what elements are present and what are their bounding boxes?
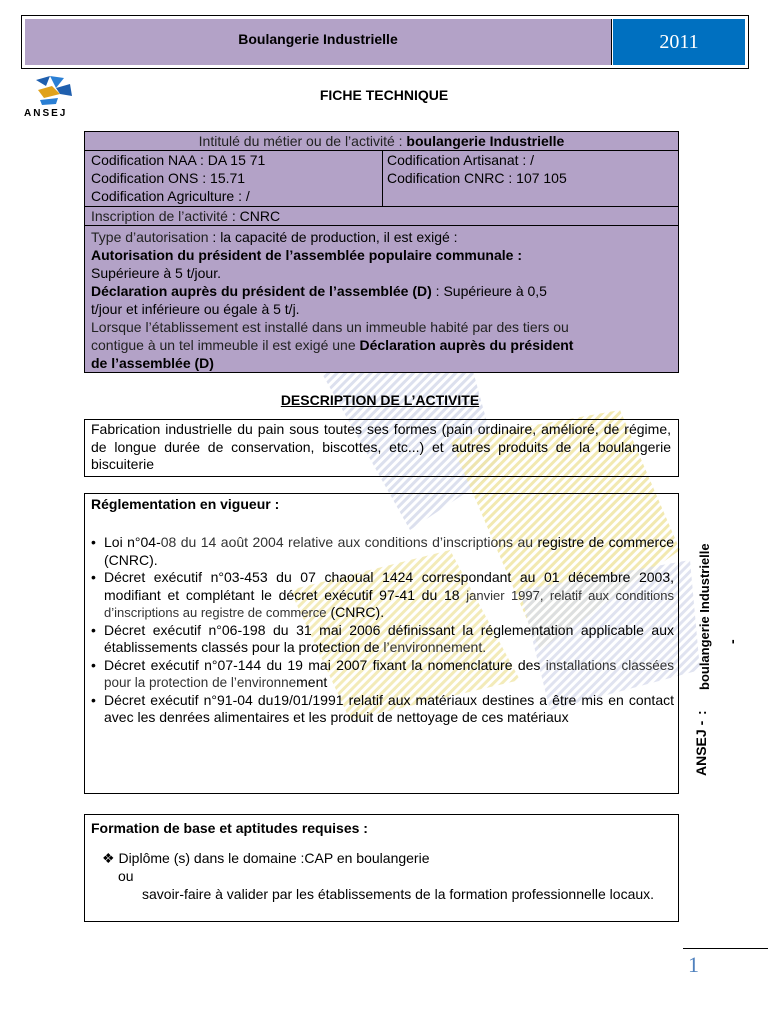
reg-item-decret-91-04 — [88, 692, 674, 727]
header-year: 2011 — [613, 19, 745, 65]
reg-item-text: 08 du 14 août 2004 relative aux conditions d’inscriptions au — [160, 534, 534, 550]
reg-item-decret-07-144 — [88, 657, 674, 692]
reg-item-text: Décret exécutif n°03-453 du 07 chaoual 1424 correspondant au 01 décembre 2003, modifiant et complétant le décret exécutif 97-41 du 18 — [104, 569, 674, 603]
reg-item-text: Décret exécutif n°91-04 du19/01/1991 relatif aux matériaux destines a être mis en contact avec les denrées alimentaires et les produit de nettoyage de ces matériaux — [104, 691, 674, 725]
diamond-bullet-icon: ❖ — [102, 850, 115, 866]
reg-item-decret-06-198 — [88, 622, 674, 657]
declaration-bold-a: Déclaration auprès du président — [359, 337, 574, 353]
reg-item-loi-04-08 — [88, 534, 674, 569]
sidebar-prefix: ANSEJ - — [693, 720, 709, 776]
declaration-bold-b: de l’assemblée (D) — [91, 355, 214, 371]
autorisation-line4 — [91, 282, 547, 300]
page-number: 1 — [688, 952, 699, 977]
cnrc-code: Codification CNRC : 107 105 — [387, 170, 567, 186]
reglementation-list — [88, 534, 674, 727]
reg-item-text: ment — [296, 674, 328, 690]
reg-item-text: (CNRC). — [330, 604, 385, 620]
formation-title: Formation de base et aptitudes requises : — [91, 820, 368, 836]
formation-ou: ou — [118, 868, 134, 884]
autorisation-label: Type d’autorisation — [91, 229, 209, 245]
autorisation-apc: Autorisation du président de l’assemblée populaire communale : — [91, 247, 522, 263]
autorisation-text2: Supérieure à 5 t/jour. — [91, 265, 221, 281]
ons-code: Codification ONS : 15.71 — [91, 170, 246, 186]
reg-item-text: janvier 1997, relatif aux conditions d’inscriptions au registre de commerce — [104, 587, 675, 620]
reg-item-text: l’environnement. — [383, 639, 487, 655]
activity-title-row — [85, 132, 678, 150]
reglementation-title: Réglementation en vigueur : — [91, 496, 280, 512]
info-table — [84, 131, 679, 373]
sidebar-name: boulangerie Industrielle — [697, 543, 712, 690]
description-text: Fabrication industrielle du pain sous toutes ses formes (pain ordinaire, amélioré, de régime, de longue durée de conservation, biscottes, etc...) et autres produits de la boulangerie biscuiterie — [91, 421, 671, 472]
inscription-value: : CNRC — [227, 208, 281, 224]
header-banner — [21, 15, 749, 69]
reg-item-text: Décret exécutif n°06-198 du 31 mai 2006 définissant la réglementation applicable aux établissements classés pour la protection de — [104, 621, 674, 655]
autorisation-text4b: contigue à un tel immeuble il est exigé une — [91, 337, 360, 353]
logo-text: ANSEJ — [24, 108, 68, 119]
inscription-label: Inscription de l’activité — [91, 208, 228, 224]
header-title: Boulangerie Industrielle — [25, 19, 612, 65]
reg-item-text: installations classées pour la protection de l’environne — [104, 657, 674, 690]
reg-item-text: registre de commerce (CNRC). — [104, 534, 674, 568]
activity-value: boulangerie Industrielle — [406, 133, 565, 149]
autorisation-text1: : la capacité de production, il est exigé : — [208, 229, 458, 245]
reg-item-decret-03-453 — [88, 569, 674, 622]
page-title: FICHE TECHNIQUE — [319, 87, 449, 103]
agriculture-code: Codification Agriculture : / — [91, 188, 250, 204]
reg-item-text: Décret exécutif n°07-144 du 19 mai 2007 fixant la nomenclature des — [104, 656, 541, 673]
description-title: DESCRIPTION DE L’ACTIVITE — [280, 392, 480, 408]
inscription-row — [91, 207, 280, 225]
formation-item-diplome — [102, 850, 429, 868]
sidebar-dash: - — [724, 639, 740, 644]
formation-item1-text: Diplôme (s) dans le domaine :CAP en boulangerie — [118, 850, 430, 866]
autorisation-line7 — [91, 336, 573, 354]
formation-item-savoir-faire: savoir-faire à valider par les établissements de la formation professionnelle locaux. — [142, 886, 655, 902]
sidebar-colon: : — [693, 710, 709, 715]
reg-item-text: Loi n°04- — [104, 534, 161, 550]
activity-label: Intitulé du métier ou de l’activité : — [198, 133, 407, 149]
naa-code: Codification NAA : DA 15 71 — [91, 152, 266, 168]
autorisation-text4a: Lorsque l’établissement est installé dans un immeuble habité par des tiers ou — [91, 319, 569, 335]
footer-rule — [683, 948, 768, 949]
declaration-label: Déclaration auprès du président de l’assemblée (D) — [91, 283, 432, 299]
declaration-text: : Supérieure à 0,5 — [431, 283, 547, 299]
autorisation-text3b: t/jour et inférieure ou égale à 5 t/j. — [91, 301, 300, 317]
autorisation-line1 — [91, 228, 458, 246]
artisanat-code: Codification Artisanat : / — [387, 152, 535, 168]
